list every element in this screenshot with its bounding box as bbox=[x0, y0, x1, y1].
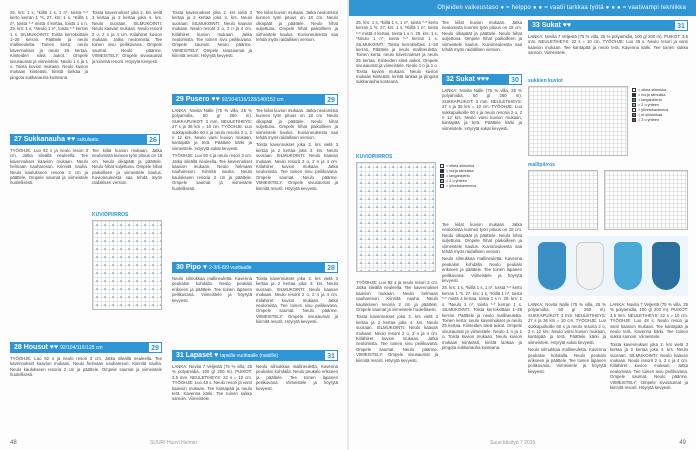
column-text-15: Tee kiilat kuvion mukaan. Jatka neulomista kunnes työn pituus on 18 cm. Neulo olkapäät ja päättele. Neulo hihat suljettuna. Ompele hihat paikoilleen ja viimeistele kaulus. Kuvioneuleesta saa tehdä myös raidallisen version. bbox=[442, 20, 522, 53]
footer-right: Suuri käsityö 7 2015 bbox=[490, 440, 536, 446]
column-text-8: LANKA: Novita Nalle (75 % villa, 25 % polyamidia, 50 g/ 260 m). SUKKAPUIKOT: 3 mm. NEULETIHEYS: 27 s ja 36 krs = 10 cm. TYÖOHJE: Luo sukkapuikoille 60 s ja neulo resoria 2 o, 2 n 12 krs. Neulo varsi kuvion mukaan, kantapää ja terä. Päättele kärki ja viimeistele. Höyrytä sukat kevyesti. TYÖOHJE: Luo 92 s ja neulo resori 3 cm. Jatka sileällä neuleella. Tee kavennukset kaavion mukaan. Neulo helmaan nauharesori. Kiinnitä nauha. Neulo kaulukseen resoria 2 cm ja päättele. Ompele saumat ja viimeistele huolellisesti. bbox=[172, 108, 252, 191]
page-number-left: 48 bbox=[10, 440, 17, 446]
pattern-chart-27 bbox=[92, 220, 162, 310]
column-text-21: LANKA: Novita 7 Veljestä (75 % villa, 25 % polyamidia, 100 g/ 200 m). PUIKOT: 3,5 mm. NEULETIHEYS: 22 s = 10 cm. TYÖOHJE: Luo 48 s. Neulo resori ja varsi kaavion mukaan. Tee kantapää ja neulo terä. Kavenna kärki. Tee toinen sukka samoin. Viimeistele. Toista kavennukset joka 2. krs vielä 3 kertaa ja 2 kertaa joka 4. krs. Neulo suoraan. SILMUKOINTI: Neulo kaavan mukaan. Neulo resorit 2 o, 2 n ja 4 cm. Kiilahiiret kuvion mukaan. Jatka neulomista. Tee toinen sivu peilikuvana. Ompele saumat. Neulo päärme. VIIMEISTELY: Ompele sivusaumat ja kiinnitä resorit. Höyrytä kevyesti. bbox=[610, 302, 688, 391]
footer-left: SUURI Huovi Helmer bbox=[150, 440, 198, 446]
sock-lightblue bbox=[614, 242, 642, 290]
column-text-19: LANKA: Novita 7 Veljestä (75 % villa, 25 % polyamidia, 100 g/ 200 m). PUIKOT: 3,5 mm. NEULETIHEYS: 22 s = 10 cm. TYÖOHJE: Luo 48 s. Neulo resori ja varsi kaavion mukaan. Tee kantapää ja neulo terä. Kavenna kärki. Tee toinen sukka samoin. Viimeistele. bbox=[528, 34, 688, 56]
section-header-28: 28 Housut ♥♥ 92/104/116/128 cm 29 bbox=[10, 342, 162, 353]
sock-darkblue bbox=[652, 242, 680, 290]
difficulty-legend-bar: Ohjeiden vaikeustaso ● = helppo ● ● = vaatii tarkkaa työtä ● ● ● = vaativampi tekniikka bbox=[348, 0, 696, 16]
column-text-17: TYÖOHJE: Luo 92 s ja neulo resori 3 cm. Jatka sileällä neuleella. Tee kavennukset kaavion mukaan. Neulo helmaan nauharesori. Kiinnitä nauha. Neulo kaulukseen resoria 2 cm ja päättele. Ompele saumat ja viimeistele huolellisesti. Toista kavennukset joka 2. krs vielä 3 kertaa ja 2 kertaa joka 4. krs. Neulo suoraan. SILMUKOINTI: Neulo kaavan mukaan. Neulo resorit 2 o, 2 n ja 4 cm. Kiilahiiret kuvion mukaan. Jatka neulomista. Tee toinen sivu peilikuvana. Ompele saumat. Neulo päärme. VIIMEISTELY: Ompele sivusaumat ja kiinnitä resorit. Höyrytä kevyesti. bbox=[356, 280, 438, 363]
chart-legend-32: = oikea silmukka = nurja silmukka = langankierto = 2 o yhteen = ylivetokavennus bbox=[440, 164, 500, 189]
column-text-10: Neulo silmukkaa mallineuletta. Kavenna peukalon kohdalla. Neulo peukalo erikseen ja päättele. Tee toinen lapanen peilikuvana. Viimeistele ja höyrytä kevyesti. bbox=[172, 276, 252, 303]
column-text-13: Neulo silmukkaa mallineuletta. Kavenna peukalon kohdalla. Neulo peukalo erikseen ja päättele. Tee toinen lapanen peilikuvana. Viimeistele ja höyrytä kevyesti. bbox=[256, 364, 338, 391]
pattern-chart-32 bbox=[356, 162, 436, 272]
pattern-chart-33 bbox=[528, 86, 628, 156]
section-header-31: 31 Lapaset ♥ lapsille vuotiaalle (naisille) 31 bbox=[172, 350, 338, 361]
section-header-29: 29 Pusero ♥♥ 92/104/116/128/140/152 cm 29 bbox=[172, 94, 338, 105]
sock-white bbox=[576, 242, 604, 290]
column-text-9: Tee kiilat kuvion mukaan. Jatka neulomista kunnes työn pituus on 18 cm. Neulo olkapäät ja päättele. Neulo hihat suljettuna. Ompele hihat paikoilleen ja viimeistele kaulus. Kuvioneuleesta saa tehdä myös raidallisen version. Toista kavennukset joka 2. krs vielä 3 kertaa ja 2 kertaa joka 4. krs. Neulo suoraan. SILMUKOINTI: Neulo kaavan mukaan. Neulo resorit 2 o, 2 n ja 4 cm. Kiilahiiret kuvion mukaan. Jatka neulomista. Tee toinen sivu peilikuvana. Ompele saumat. Neulo päärme. VIIMEISTELY: Ompele sivusaumat ja kiinnitä resorit. Höyrytä kevyesti. bbox=[256, 108, 338, 191]
page-number-right: 49 bbox=[679, 440, 686, 446]
chart-title-32: KUVIOPIIRROS bbox=[356, 154, 393, 160]
chart-legend-33: = oikea silmukka = nurja silmukka = langankierto = 2 o yhteen = ylivetokavennus = ei silmukkaa = 3 o yhteen bbox=[632, 88, 690, 123]
pattern-chart-mini-1 bbox=[528, 170, 598, 230]
section-header-27: 27 Sukkanauha ♥♥ sukulaatu 26 bbox=[10, 134, 160, 145]
column-text-4: Tee kiilat kuvion mukaan. Jatka neulomista kunnes työn pituus on 18 cm. Neulo olkapäät ja päättele. Neulo hihat suljettuna. Ompele hihat paikoilleen ja viimeistele kaulus. Kuvioneuleesta saa tehdä myös raidallisen version. bbox=[92, 148, 162, 186]
column-text-1: 25. krs: 1 s, *kiillä 1 s, 1 n*, toista *-* kerto kerran 1 *s. 27. krs: 1 s, *Kiillä 1 n*, toista *-* mistä 4 kertaa, toista 1 s n. 29. krs: 1 s, *Neulo 1 n*, toista *-* kerran 1 s. SILMUKOINTI: Toista kerroksittain 1–28 kerran. Päättele ja neulo mallineuletta. Toinen kerta: neulo kavennukset ja neulo 25 kertaa. Kiinteiden sileä aukot. Ompele sivusaumat ja viimeistele. Neulo 1 n ja 1 o. Toista kuvion mukaan. Neulo kuvion mukaan kiinteästi, kiristä lankaa ja pingota sukkanauha kosteana. bbox=[10, 10, 88, 80]
chart-title-27: KUVIOPIIRROS bbox=[92, 212, 129, 218]
column-text-2: Toista kavennukset joka 2. krs vielä 3 kertaa ja 2 kertaa joka 4. krs. Neulo suoraan. SILMUKOINTI: Neulo kaavan mukaan. Neulo resorit 2 o, 2 n ja 4 cm. Kiilahiiret kuvion mukaan. Jatka neulomista. Tee toinen sivu peilikuvana. Ompele saumat. Neulo päärme. VIIMEISTELY: Ompele sivusaumat ja kiinnitä resorit. Höyrytä kevyesti. bbox=[92, 10, 162, 64]
pattern-chart-mini-2 bbox=[604, 170, 688, 230]
column-text-11: Toista kavennukset joka 2. krs vielä 3 kertaa ja 2 kertaa joka 4. krs. Neulo suoraan. SILMUKOINTI: Neulo kaavan mukaan. Neulo resorit 2 o, 2 n ja 4 cm. Kiilahiiret kuvion mukaan. Jatka neulomista. Tee toinen sivu peilikuvana. Ompele saumat. Neulo päärme. VIIMEISTELY: Ompele sivusaumat ja kiinnitä resorit. Höyrytä kevyesti. bbox=[256, 276, 338, 325]
column-text-7: Tee kiilat kuvion mukaan. Jatka neulomista kunnes työn pituus on 18 cm. Neulo olkapäät ja päättele. Neulo hihat suljettuna. Ompele hihat paikoilleen ja viimeistele kaulus. Kuvioneuleesta saa tehdä myös raidallisen version. bbox=[256, 10, 338, 43]
column-text-5: TYÖOHJE: Luo 92 s ja neulo resori 3 cm. Jatka sileällä neuleella. Tee kavennukset kaavion mukaan. Neulo helmaan nauharesori. Kiinnitä nauha. Neulo kaulukseen resoria 2 cm ja päättele. Ompele saumat ja viimeistele huolellisesti. bbox=[10, 356, 162, 378]
sock-photo bbox=[528, 236, 688, 296]
section-header-33: 33 Sukat ♥♥ 31 bbox=[528, 20, 688, 31]
section-header-32: 32 Sukat ♥♥♥ 30 bbox=[442, 74, 522, 85]
page-gutter bbox=[347, 0, 349, 450]
column-text-14: 25. krs: 1 s, *kiillä 1 s, 1 n*, toista *-* kerto kerran 1 *s. 27. krs: 1 s, *Kiillä 1 n*, toista *-* mistä 4 kertaa, toista 1 s n. 29. krs: 1 s, *Neulo 1 n*, toista *-* kerran 1 s. SILMUKOINTI: Toista kerroksittain 1–28 kerran. Päättele ja neulo mallineuletta. Toinen kerta: neulo kavennukset ja neulo 25 kertaa. Kiinteiden sileä aukot. Ompele sivusaumat ja viimeistele. Neulo 1 n ja 1 o. Toista kuvion mukaan. Neulo kuvion mukaan kiinteästi, kiristä lankaa ja pingota sukkanauha kosteana. bbox=[356, 20, 438, 85]
column-text-12: LANKA: Novita 7 Veljestä (75 % villa, 25 % polyamidia, 100 g/ 200 m). PUIKOT: 3,5 mm. NEULETIHEYS: 22 s = 10 cm. TYÖOHJE: Luo 48 s. Neulo resori ja varsi kaavion mukaan. Tee kantapää ja neulo terä. Kavenna kärki. Tee toinen sukka samoin. Viimeistele. bbox=[172, 364, 252, 402]
column-text-16: LANKA: Novita Nalle (75 % villa, 25 % polyamidia, 50 g/ 260 m). SUKKAPUIKOT: 3 mm. NEULETIHEYS: 27 s ja 36 krs = 10 cm. TYÖOHJE: Luo sukkapuikoille 60 s ja neulo resoria 2 o, 2 n 12 krs. Neulo varsi kuvion mukaan, kantapää ja terä. Päättele kärki ja viimeistele. Höyrytä sukat kevyesti. bbox=[442, 88, 522, 131]
section-header-30: 30 Pipo ♥ 2-3/6-8/9 vuotiaalle 28 bbox=[172, 262, 338, 273]
sock-blue bbox=[538, 242, 566, 290]
chart-title-33: sukkien kuviot bbox=[528, 78, 563, 84]
chart-title-mini: mallipiirros bbox=[528, 162, 555, 168]
column-text-6: Toista kavennukset joka 2. krs vielä 3 kertaa ja 2 kertaa joka 4. krs. Neulo suoraan. SILMUKOINTI: Neulo kaavan mukaan. Neulo resorit 2 o, 2 n ja 4 cm. Kiilahiiret kuvion mukaan. Jatka neulomista. Tee toinen sivu peilikuvana. Ompele saumat. Neulo päärme. VIIMEISTELY: Ompele sivusaumat ja kiinnitä resorit. Höyrytä kevyesti. bbox=[172, 10, 252, 59]
column-text-3: TYÖOHJE: Luo 92 s ja neulo resori 3 cm. Jatka sileällä neuleella. Tee kavennukset kaavion mukaan. Neulo helmaan nauharesori. Kiinnitä nauha. Neulo kaulukseen resoria 2 cm ja päättele. Ompele saumat ja viimeistele huolellisesti. bbox=[10, 148, 88, 186]
column-text-20: LANKA: Novita Nalle (75 % villa, 25 % polyamidia, 50 g/ 260 m). SUKKAPUIKOT: 3 mm. NEULETIHEYS: 27 s ja 36 krs = 10 cm. TYÖOHJE: Luo sukkapuikoille 60 s ja neulo resoria 2 o, 2 n 12 krs. Neulo varsi kuvion mukaan, kantapää ja terä. Päättele kärki ja viimeistele. Höyrytä sukat kevyesti. Neulo silmukkaa mallineuletta. Kavenna peukalon kohdalla. Neulo peukalo erikseen ja päättele. Tee toinen lapanen peilikuvana. Viimeistele ja höyrytä kevyesti. bbox=[528, 302, 606, 374]
column-text-18: Tee kiilat kuvion mukaan. Jatka neulomista kunnes työn pituus on 18 cm. Neulo olkapäät ja päättele. Neulo hihat suljettuna. Ompele hihat paikoilleen ja viimeistele kaulus. Kuvioneuleesta saa tehdä myös raidallisen version. Neulo silmukkaa mallineuletta. Kavenna peukalon kohdalla. Neulo peukalo erikseen ja päättele. Tee toinen lapanen peilikuvana. Viimeistele ja höyrytä kevyesti. 25. krs: 1 s, *kiillä 1 s, 1 n*, toista *-* kerto kerran 1 *s. 27. krs: 1 s, *Kiillä 1 n*, toista *-* mistä 4 kertaa, toista 1 s n. 29. krs: 1 s, *Neulo 1 n*, toista *-* kerran 1 s. SILMUKOINTI: Toista kerroksittain 1–28 kerran. Päättele ja neulo mallineuletta. Toinen kerta: neulo kavennukset ja neulo 25 kertaa. Kiinteiden sileä aukot. Ompele sivusaumat ja viimeistele. Neulo 1 n ja 1 o. Toista kuvion mukaan. Neulo kuvion mukaan kiinteästi, kiristä lankaa ja pingota sukkanauha kosteana. bbox=[442, 222, 522, 350]
